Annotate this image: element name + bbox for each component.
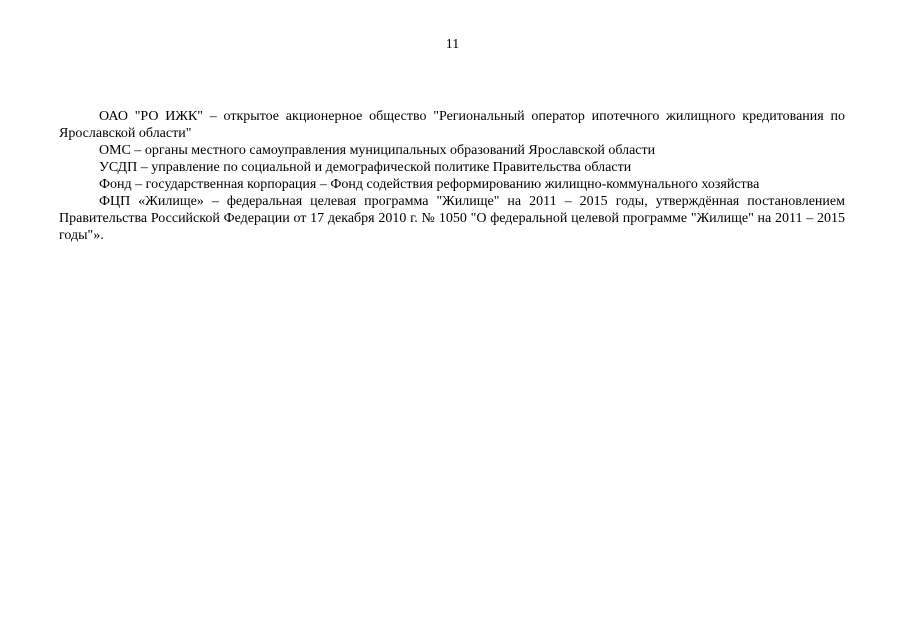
abbreviation-usdp: УСДП – управление по социальной и демографической политике Правительства области xyxy=(99,160,632,175)
page-number: 11 xyxy=(445,37,460,52)
abbreviation-ro-izhk: ОАО "РО ИЖК" – открытое акционерное общество "Региональный оператор ипотечного жилищного кредитования по Ярославской области" xyxy=(59,109,845,141)
abbreviation-oms: ОМС – органы местного самоуправления муниципальных образований Ярославской области xyxy=(99,143,656,158)
abbreviations-list xyxy=(59,108,845,244)
abbreviation-fond: Фонд – государственная корпорация – Фонд содействия реформированию жилищно-коммунального хозяйства xyxy=(99,177,760,192)
abbreviation-fcp-zhilishche: ФЦП «Жилище» – федеральная целевая программа "Жилище" на 2011 – 2015 годы, утверждённая постановлением Правительства Российской Федерации от 17 декабря 2010 г. № 1050 "О федеральной целевой программе "Жилище" на 2011 – 2015 годы"». xyxy=(59,194,845,243)
